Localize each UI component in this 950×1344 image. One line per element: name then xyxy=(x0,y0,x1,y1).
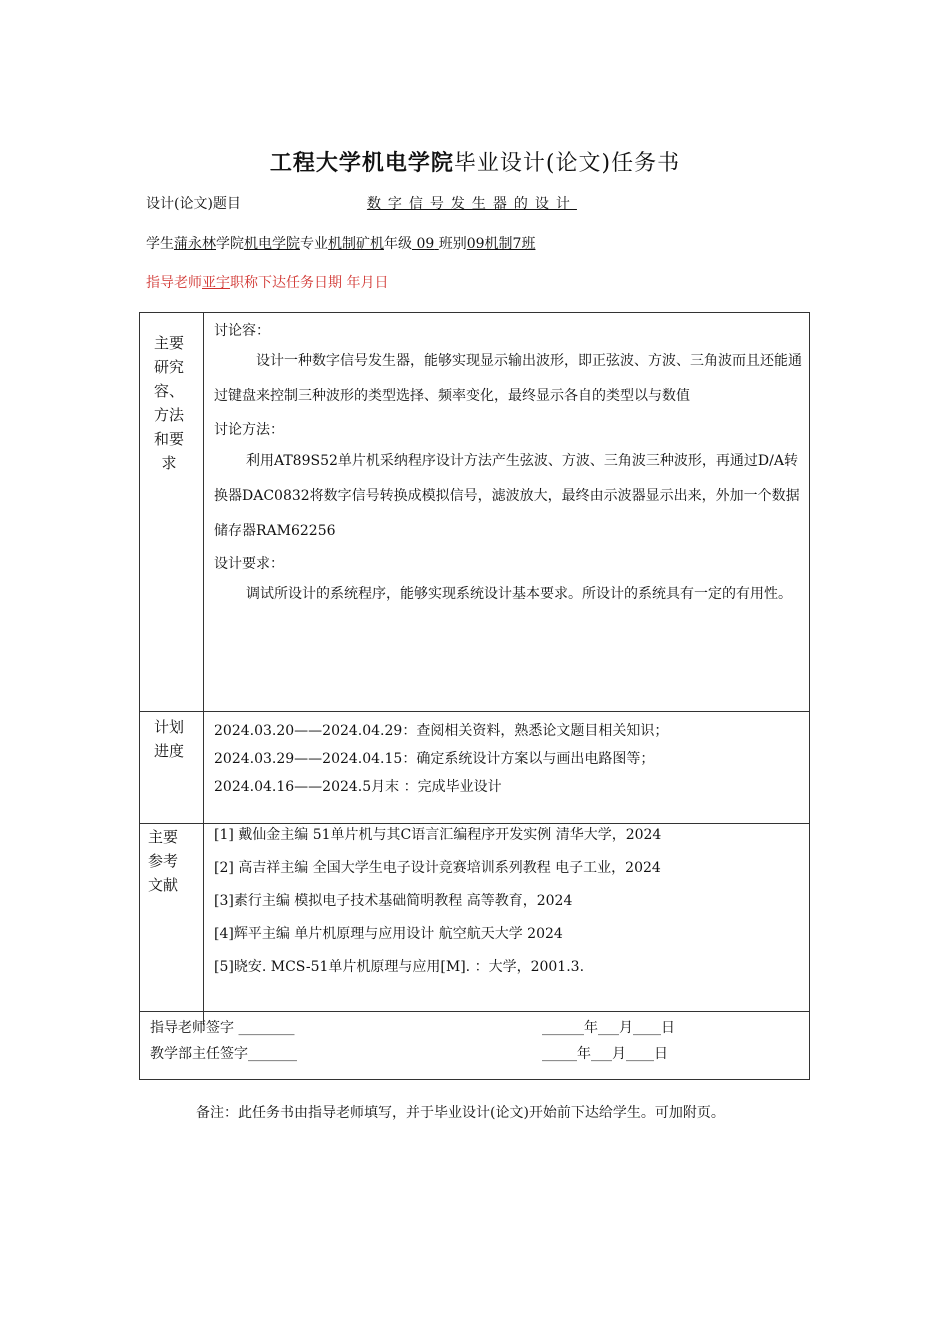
advisor-signature-date: ______年___月____日 xyxy=(542,1020,675,1036)
college-value: 机电学院 xyxy=(244,236,300,252)
row-divider xyxy=(140,1011,809,1012)
topic-line xyxy=(146,193,577,213)
requirement-text: 调试所设计的系统程序，能够实现系统设计基本要求。所设计的系统具有一定的有用性。 xyxy=(246,586,792,602)
topic-field xyxy=(241,196,577,212)
section-plan-label: 计划进度 xyxy=(154,718,185,760)
requirement-heading: 设计要求： xyxy=(214,556,284,572)
section-references-content xyxy=(214,819,661,984)
dept-head-signature: 教学部主任签字_______ xyxy=(150,1046,297,1062)
reference-item: [5]晓安. MCS-51单片机原理与应用[M]. ：大学，2001.3. xyxy=(214,959,585,975)
advisor-name: 亚宇 xyxy=(202,275,230,291)
class-label: 班别 xyxy=(438,236,467,252)
student-name: 蒲永林 xyxy=(174,236,216,252)
task-table xyxy=(139,312,810,1080)
section-research-label: 主要研究容、方法和要求 xyxy=(154,334,185,472)
grade-value: 09 xyxy=(416,236,435,252)
student-label: 学生 xyxy=(146,236,174,252)
plan-item: 2024.03.20——2024.04.29：查阅相关资料，熟悉论文题目相关知识； xyxy=(214,723,669,739)
class-value: 09机制7班 xyxy=(466,236,536,252)
topic-label: 设计(论文)题目 xyxy=(146,196,241,212)
college-label: 学院 xyxy=(216,236,244,252)
major-label: 专业 xyxy=(300,236,328,252)
title-school: 工程大学机电学院 xyxy=(269,150,454,176)
remark-note: 备注：此任务书由指导老师填写，并于毕业设计(论文)开始前下达给学生。可加附页。 xyxy=(196,1105,725,1121)
method-text: 利用AT89S52单片机采纳程序设计方法产生弦波、方波、三角波三种波形，再通过D/A转换器DAC0832将数字信号转换成模拟信号，滤波放大，最终由示波器显示出来，外加一个数据储存器RAM62256 xyxy=(214,453,800,539)
method-heading: 讨论方法： xyxy=(214,422,284,438)
advisor-label: 指导老师 xyxy=(146,275,202,291)
column-divider xyxy=(203,313,204,1025)
advisor-rest: 职称下达任务日期 年月日 xyxy=(230,275,389,291)
plan-item: 2024.03.29——2024.04.15：确定系统设计方案以与画出电路图等； xyxy=(214,751,655,767)
student-line xyxy=(146,233,535,253)
section-research-content xyxy=(214,318,804,612)
major-value: 机制矿机 xyxy=(328,236,384,252)
dept-head-signature-date: _____年___月____日 xyxy=(542,1046,668,1062)
content-heading: 讨论容： xyxy=(214,323,270,339)
reference-item: [1] 戴仙金主编 51单片机与其C语言汇编程序开发实例 清华大学，2024 xyxy=(214,827,662,843)
grade-label: 年级 xyxy=(384,236,412,252)
advisor-line xyxy=(146,272,388,292)
title-doc-type: 毕业设计(论文)任务书 xyxy=(453,151,681,176)
section-references-label: 主要参考文献 xyxy=(148,828,179,894)
section-plan-content xyxy=(214,717,668,801)
reference-item: [3]素行主编 模拟电子技术基础简明教程 高等教育，2024 xyxy=(214,893,573,909)
page-title xyxy=(0,146,950,177)
grade-field xyxy=(412,236,439,252)
reference-item: [2] 高吉祥主编 全国大学生电子设计竞赛培训系列教程 电子工业，2024 xyxy=(214,860,661,876)
topic-value: 数字信号发生器的设计 xyxy=(366,196,577,212)
plan-item: 2024.04.16——2024.5月末 ：完成毕业设计 xyxy=(214,779,502,795)
content-text: 设计一种数字信号发生器，能够实现显示输出波形，即正弦波、方波、三角波而且还能通过键盘来控制三种波形的类型选择、频率变化，最终显示各自的类型以与数值 xyxy=(214,353,802,404)
advisor-signature: 指导老师签字 ________ xyxy=(150,1020,295,1036)
row-divider xyxy=(140,711,809,712)
reference-item: [4]辉平主编 单片机原理与应用设计 航空航天大学 2024 xyxy=(214,926,563,942)
